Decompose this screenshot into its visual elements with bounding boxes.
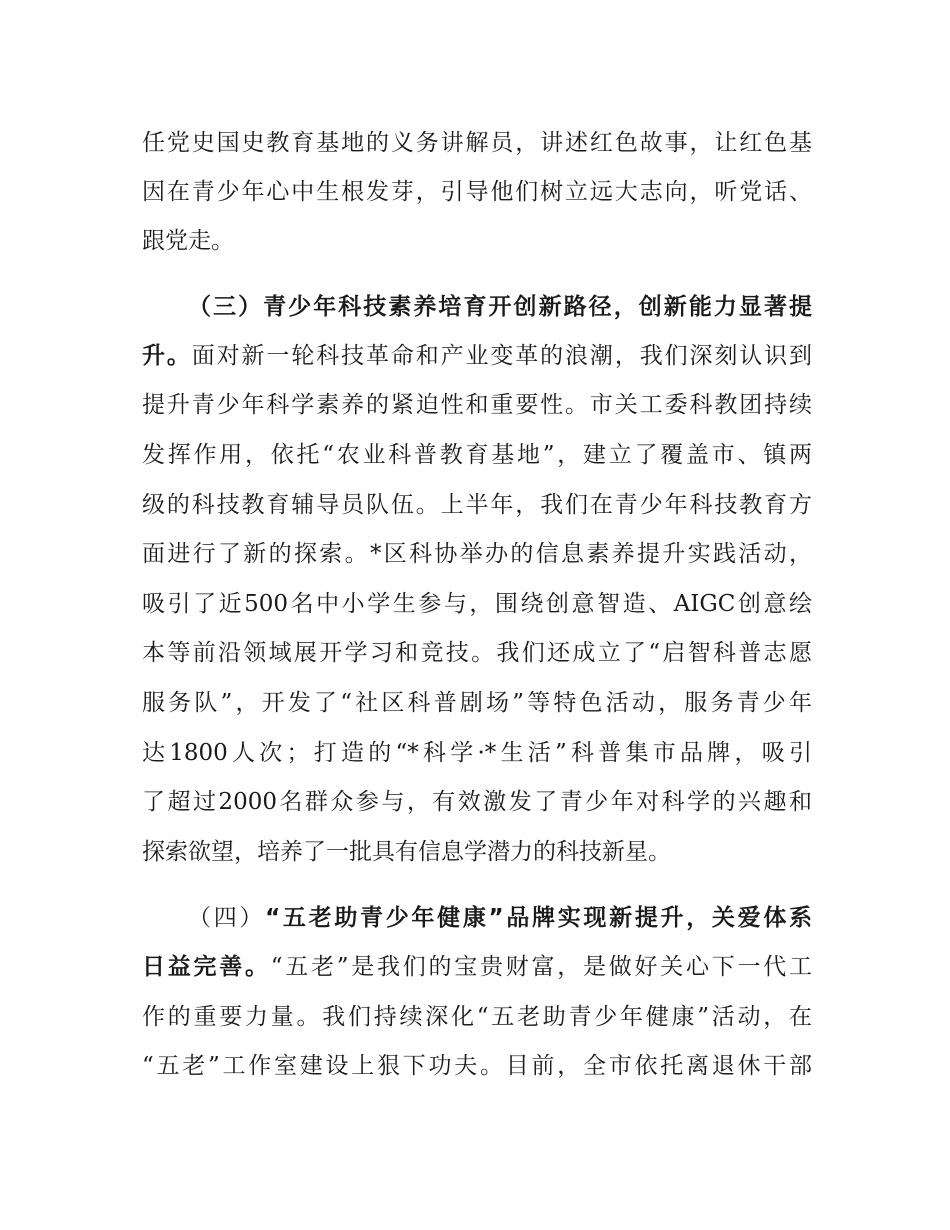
- line-text: 了超过2000名群众参与，有效激发了青少年对科学的兴趣和: [142, 789, 812, 815]
- line-text: 吸引了近500名中小学生参与，围绕创意智造、AIGC创意绘: [142, 591, 812, 617]
- section-heading: （三）青少年科技素养培育开创新路径，创新能力显著提: [188, 294, 812, 320]
- paragraph-line: [142, 952, 812, 982]
- line-text: 探索欲望，培养了一批具有信息学潜力的科技新星。: [142, 839, 671, 865]
- paragraph-line: [142, 589, 812, 619]
- paragraph-line: [142, 490, 812, 520]
- paragraph-line: [142, 738, 812, 768]
- line-text: 服务队”，开发了“社区科普剧场”等特色活动，服务青少年: [142, 690, 812, 716]
- line-text: 跟党走。: [142, 228, 234, 254]
- line-text: 提升青少年科学素养的紧迫性和重要性。市关工委科教团持续: [142, 392, 812, 418]
- paragraph-line: [142, 1051, 812, 1081]
- section-heading-line: [188, 292, 812, 322]
- section-heading: “五老助青少年健康”品牌实现新提升，关爱体系: [265, 905, 813, 931]
- line-text: 级的科技教育辅导员队伍。上半年，我们在青少年科技教育方: [142, 492, 812, 518]
- section-heading: 日益完善。: [142, 954, 271, 980]
- line-text: 任党史国史教育基地的义务讲解员，讲述红色故事，让红色基: [142, 130, 812, 156]
- paragraph-line: [142, 128, 812, 158]
- line-text: 发挥作用，依托“农业科普教育基地”，建立了覆盖市、镇两: [142, 442, 812, 468]
- paragraph-line: [142, 177, 812, 207]
- line-text: “五老”是我们的宝贵财富，是做好关心下一代工: [270, 954, 812, 980]
- paragraph-line: [142, 390, 812, 420]
- paragraph-line: [142, 1002, 812, 1032]
- section-heading: 升。: [142, 343, 192, 369]
- paragraph-line: [142, 688, 812, 718]
- paragraph-line: [142, 341, 812, 371]
- line-text: 面对新一轮科技革命和产业变革的浪潮，我们深刻认识到: [191, 343, 813, 369]
- paragraph-line: [142, 837, 812, 867]
- section-number: （四）: [188, 905, 266, 931]
- line-text: 达1800人次；打造的“*科学·*生活”科普集市品牌，吸引: [142, 740, 812, 766]
- paragraph-line: [142, 440, 812, 470]
- line-text: 面进行了新的探索。*区科协举办的信息素养提升实践活动，: [142, 541, 812, 567]
- line-text: 本等前沿领域展开学习和竞技。我们还成立了“启智科普志愿: [142, 640, 812, 666]
- line-text: “五老”工作室建设上狠下功夫。目前，全市依托离退休干部: [142, 1053, 812, 1079]
- paragraph-line: [142, 226, 812, 256]
- paragraph-line: [142, 638, 812, 668]
- paragraph-line: [142, 787, 812, 817]
- line-text: 因在青少年心中生根发芽，引导他们树立远大志向，听党话、: [142, 179, 812, 205]
- line-text: 作的重要力量。我们持续深化“五老助青少年健康”活动，在: [142, 1004, 812, 1030]
- section-heading-line: [188, 903, 812, 933]
- paragraph-line: [142, 539, 812, 569]
